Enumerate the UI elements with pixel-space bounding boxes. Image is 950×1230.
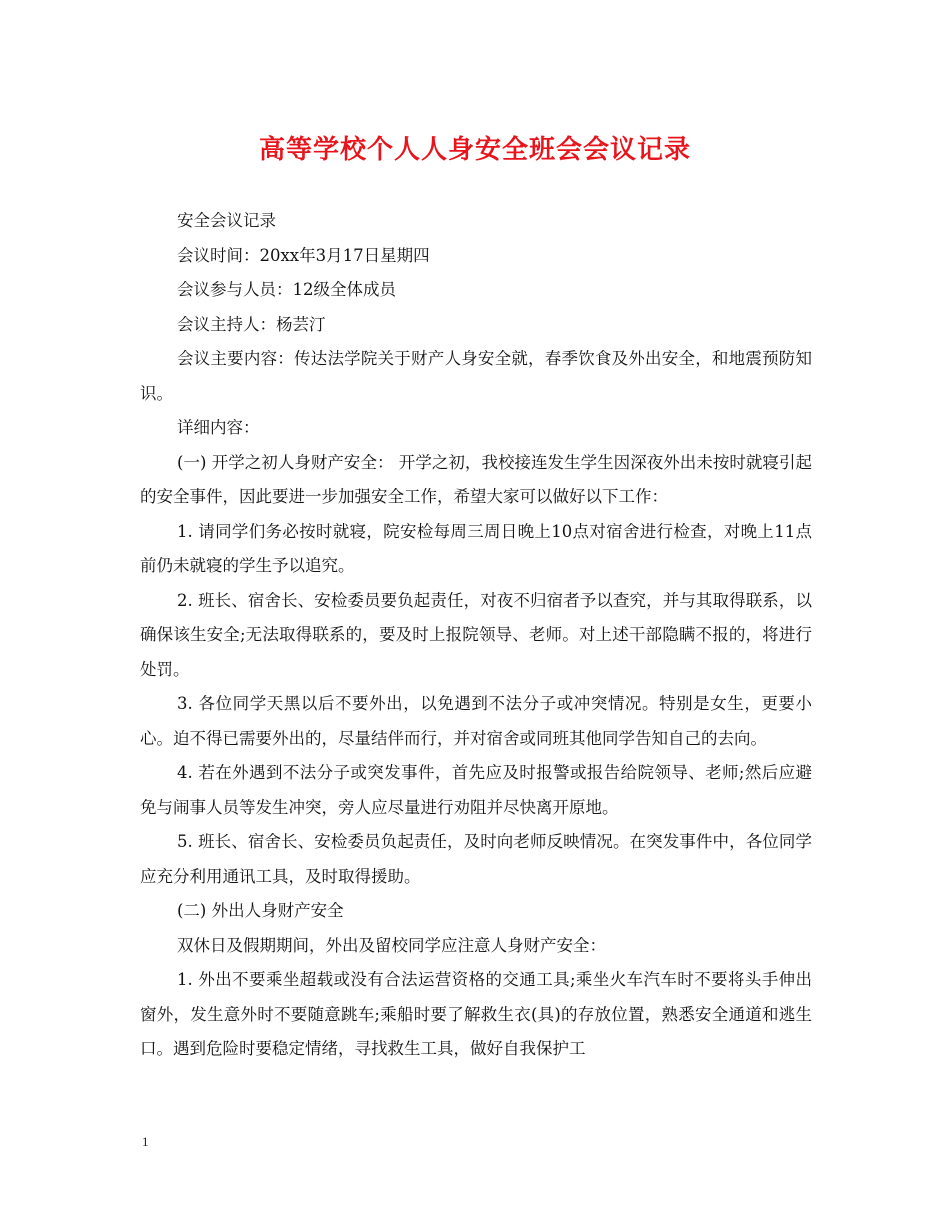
paragraph-heading: 安全会议记录 [177,211,276,230]
paragraph-section-two: (二) 外出人身财产安全 [177,901,344,920]
paragraph-item-2: 2. 班长、宿舍长、安检委员要负起责任，对夜不归宿者予以查究，并与其取得联系，以确保该生安全;无法取得联系的，要及时上报院领导、老师。对上述干部隐瞒不报的，将进行处罚。 [140,590,812,679]
page-number: 1 [142,1134,149,1149]
paragraph-section-two-intro: 双休日及假期期间，外出及留校同学应注意人身财产安全： [177,935,606,955]
paragraph-section-two-item-1: 1. 外出不要乘坐超载或没有合法运营资格的交通工具;乘坐火车汽车时不要将头手伸出窗外，发生意外时不要随意跳车;乘船时要了解救生衣(具)的存放位置，熟悉安全通道和逃生口。遇到危险时要稳定情绪，寻找救生工具，做好自我保护工 [140,970,812,1058]
paragraph-section-one: (一) 开学之初人身财产安全： 开学之初，我校接连发生学生因深夜外出未按时就寝引起的安全事件，因此要进一步加强安全工作，希望大家可以做好以下工作： [140,452,812,506]
paragraph-item-3: 3. 各位同学天黑以后不要外出，以免遇到不法分子或冲突情况。特别是女生，更要小心。迫不得已需要外出的，尽量结伴而行，并对宿舍或同班其他同学告知自己的去向。 [140,694,812,748]
paragraph-item-1: 1. 请同学们务必按时就寝，院安检每周三周日晚上10点对宿舍进行检查，对晚上11点前仍未就寝的学生予以追究。 [140,521,812,575]
paragraph-item-5: 5. 班长、宿舍长、安检委员负起责任，及时向老师反映情况。在突发事件中，各位同学应充分利用通讯工具，及时取得援助。 [140,832,812,886]
document-title: 高等学校个人人身安全班会会议记录 [258,135,691,165]
document-body [140,204,812,1067]
paragraph-meeting-time: 会议时间：20xx年3月17日星期四 [177,245,430,265]
paragraph-host: 会议主持人：杨芸汀 [177,314,326,334]
paragraph-details-label: 详细内容： [177,418,260,437]
paragraph-item-4: 4. 若在外遇到不法分子或突发事件，首先应及时报警或报告给院领导、老师;然后应避免与闹事人员等发生冲突，旁人应尽量进行劝阻并尽快离开原地。 [140,763,812,817]
paragraph-main-content: 会议主要内容：传达法学院关于财产人身安全就，春季饮食及外出安全，和地震预防知识。 [140,349,812,403]
paragraph-participants: 会议参与人员：12级全体成员 [177,280,396,299]
